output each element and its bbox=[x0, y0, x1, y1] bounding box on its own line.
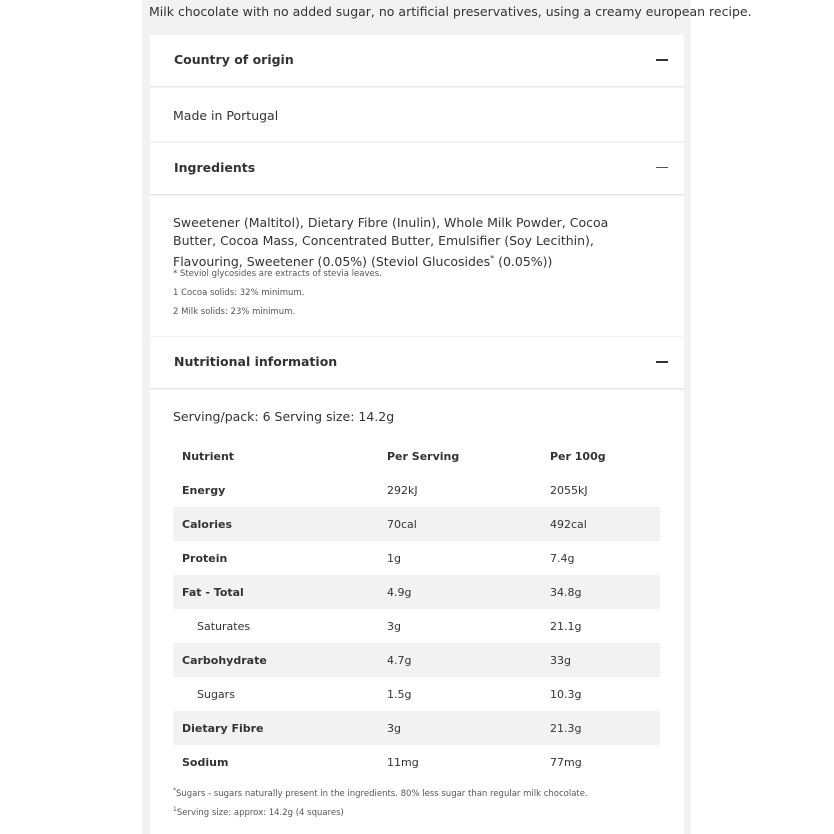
accordion-title: Country of origin bbox=[174, 52, 294, 67]
collapse-minus-icon[interactable] bbox=[656, 361, 668, 363]
per-serving-value: 1g bbox=[387, 551, 401, 565]
nutrient-name: Calories bbox=[173, 507, 387, 541]
table-row bbox=[173, 677, 660, 711]
nutrient-name: Fat - Total bbox=[173, 575, 387, 609]
nutrient-name: Saturates bbox=[197, 619, 251, 633]
product-description: Milk chocolate with no added sugar, no artificial preservatives, using a creamy european recipe. bbox=[149, 4, 752, 19]
collapse-minus-icon[interactable] bbox=[656, 167, 668, 168]
per-serving-value: 4.9g bbox=[387, 575, 550, 609]
ingredients-text: Sweetener (Maltitol), Dietary Fibre (Inulin), Whole Milk Powder, Cocoa Butter, Cocoa Mass, Concentrated Butter, Emulsifier (Soy Lecithin), Flavouring, Sweetener (0.05%) (Steviol Glucosides* (0.05%)) bbox=[173, 215, 609, 270]
accordion-ingredients[interactable] bbox=[150, 143, 684, 195]
accordion-nutritional-information[interactable] bbox=[150, 337, 684, 389]
nutrient-name: Protein bbox=[182, 551, 228, 565]
table-header-row bbox=[173, 439, 660, 473]
nutrient-name: Carbohydrate bbox=[173, 643, 387, 677]
per-100g-value: 77mg bbox=[550, 755, 582, 769]
nutrient-name: Dietary Fibre bbox=[173, 711, 387, 745]
table-row bbox=[173, 507, 660, 541]
per-serving-value: 292kJ bbox=[387, 483, 418, 497]
per-100g-value: 7.4g bbox=[550, 551, 575, 565]
origin-text: Made in Portugal bbox=[173, 108, 279, 123]
table-row bbox=[173, 745, 660, 779]
table-row bbox=[173, 609, 660, 643]
nutrient-name: Sodium bbox=[182, 755, 229, 769]
per-serving-value: 70cal bbox=[387, 507, 550, 541]
column-header-per-serving: Per Serving bbox=[387, 449, 460, 463]
per-serving-value: 3g bbox=[387, 619, 401, 633]
ingredients-note: * Steviol glycosides are extracts of stevia leaves. bbox=[173, 269, 382, 279]
ingredients-note: 2 Milk solids: 23% minimum. bbox=[173, 307, 296, 317]
accordion-title: Nutritional information bbox=[174, 354, 338, 369]
column-header-per-100g: Per 100g bbox=[550, 449, 606, 463]
table-row bbox=[173, 711, 660, 745]
nutrient-name: Sugars bbox=[197, 687, 235, 701]
accordion-country-of-origin[interactable] bbox=[150, 35, 684, 87]
per-serving-value: 1.5g bbox=[387, 687, 412, 701]
serving-info: Serving/pack: 6 Serving size: 14.2g bbox=[173, 409, 395, 424]
nutrient-name: Energy bbox=[182, 483, 226, 497]
per-100g-value: 492cal bbox=[550, 507, 660, 541]
table-row bbox=[173, 473, 660, 507]
nutrition-table bbox=[173, 439, 660, 779]
per-serving-value: 3g bbox=[387, 711, 550, 745]
table-row bbox=[173, 541, 660, 575]
serving-size-footnote: $^1$Serving size: approx: 14.2g (4 squares) bbox=[173, 806, 344, 818]
per-100g-value: 10.3g bbox=[550, 687, 582, 701]
accordion-title: Ingredients bbox=[174, 160, 256, 175]
collapse-minus-icon[interactable] bbox=[656, 59, 668, 61]
per-100g-value: 2055kJ bbox=[550, 483, 588, 497]
ingredients-note: 1 Cocoa solids: 32% minimum. bbox=[173, 288, 305, 298]
per-100g-value: 21.1g bbox=[550, 619, 582, 633]
column-header-nutrient: Nutrient bbox=[182, 449, 235, 463]
table-row bbox=[173, 643, 660, 677]
per-serving-value: 4.7g bbox=[387, 643, 550, 677]
country-of-origin-body bbox=[150, 88, 684, 141]
per-100g-value: 21.3g bbox=[550, 711, 660, 745]
per-100g-value: 34.8g bbox=[550, 575, 660, 609]
per-serving-value: 11mg bbox=[387, 755, 419, 769]
sugars-footnote: *Sugars - sugars naturally present in the ingredients. 80% less sugar than regular milk chocolate. bbox=[173, 787, 588, 799]
per-100g-value: 33g bbox=[550, 643, 660, 677]
table-row bbox=[173, 575, 660, 609]
